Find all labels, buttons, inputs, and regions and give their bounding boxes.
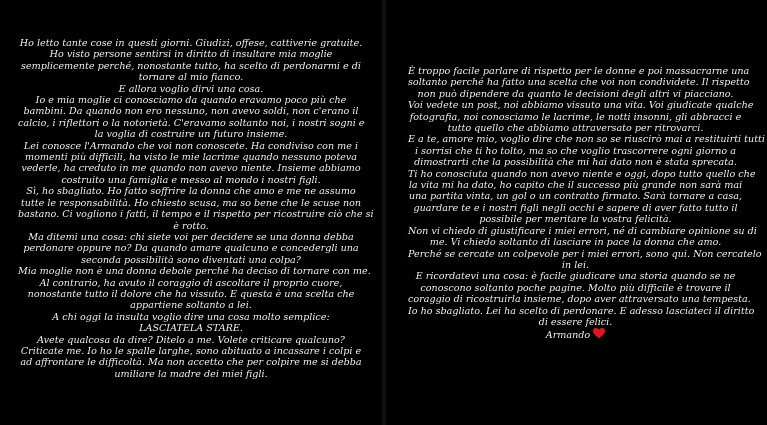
story-line: guardare te e i nostri figli negli occhi e sapere di aver fatto tutto il [413,202,738,214]
story-panel-left [0,0,382,425]
story-line: Criticate me. Io ho le spalle larghe, sono abituato a incassare i colpi e [20,345,362,357]
story-line: Ho visto persone sentirsi in diritto di insultare mia moglie [49,49,333,61]
story-line: È troppo facile parlare di rispetto per le donne e poi massacrarne una [408,66,750,77]
story-line: E allora voglio dirvi una cosa. [118,83,264,95]
story-line: E ricordatevi una cosa: è facile giudicare una storia quando se ne [415,271,736,283]
story-line: è rotto. [173,220,209,232]
story-line: umiliare la madre dei miei figli. [114,368,268,380]
story-line: appartiene soltanto a lei. [130,300,252,312]
story-line: momenti più difficili, ha visto le mie lacrime quando nessuno poteva [24,152,358,164]
story-line: non può dipendere da quanto le decisioni degli altri vi piacciano. [417,88,734,100]
story-line: di essere felici. [538,316,613,328]
story-line: tutto quello che abbiamo attraversato per ritrovarci. [447,123,704,135]
story-line: in lei. [561,259,590,271]
story-line: Ti ho conosciuta quando non avevo niente e oggi, dopo tutto quello che [408,168,756,180]
story-line: tornare al mio fianco. [138,72,244,84]
story-line: i sorrisi che ti ho tolto, ma so che voglio trascorrere ogni giorno a [415,145,736,157]
heart-icon [593,328,605,339]
story-line: Io e mia moglie ci conosciamo da quando eravamo poco più che [35,95,347,107]
story-line: Perché se cercate un colpevole per i miei errori, sono qui. Non cercatelo [408,248,762,260]
story-line: tutte le responsabilità. Ho chiesto scusa, ma so bene che le scuse non [20,197,362,209]
story-line: conoscono soltanto poche pagine. Molto più difficile è trovare il [420,282,731,294]
story-line: Ma ditemi una cosa: chi siete voi per decidere se una donna debba [28,231,354,243]
story-text-right [408,66,765,328]
story-line: soltanto perché ha fatto una scelta che voi non condividete. Il rispetto [408,77,750,89]
story-line: una partita vinta, un gol o un contratto firmato. Sarà tornare a casa, [408,191,743,203]
story-line: seconda possibilità sono diventati una colpa? [81,254,301,266]
story-line: la voglia di costruire un futuro insieme. [94,129,288,141]
story-line: dimostrarti che la possibilità che mi hai dato non è stata sprecata. [414,157,737,169]
story-line: Mia moglie non è una donna debole perché ha deciso di tornare con me. [18,266,371,278]
story-line: semplicemente perché, nonostante tutto, ha scelto di perdonarmi e di [21,60,361,72]
story-line: LASCIATELA STARE. [139,323,243,335]
story-line: Ho letto tante cose in questi giorni. Giudizi, offese, cattiverie gratuite. [19,38,363,49]
story-line: ad affrontare le difficoltà. Ma non accetto che per colpire me si debba [20,357,362,369]
story-line: Lei conosce l'Armando che voi non conoscete. Ha condiviso con me i [23,140,359,152]
story-line: la vita mi ha dato, ho capito che il successo più grande non sarà mai [408,180,743,192]
story-line: calcio, i riflettori o la notorietà. C'eravamo soltanto noi, i nostri sogni e [18,117,365,129]
story-line: coraggio di ricostruirla insieme, dopo aver attraversato una tempesta. [408,294,751,306]
story-line: Voi vedete un post, noi abbiamo vissuto una vita. Voi giudicate qualche [408,100,754,112]
story-line: Non vi chiedo di giustificare i miei errori, né di cambiare opinione su di [408,225,757,237]
story-line: fotografia, noi conosciamo le lacrime, le notti insonni, gli abbracci e [409,111,742,123]
signature: Armando [545,330,591,342]
story-line: bambini. Da quando non ero nessuno, non avevo soldi, non c'erano il [23,106,359,118]
story-line: A chi oggi la insulta voglio dire una cosa molto semplice: [52,311,330,323]
story-line: me. Vi chiedo soltanto di lasciare in pace la donna che amo. [429,237,722,249]
signature-line [408,328,743,341]
story-line: vederle, ha creduto in me quando non avevo niente. Insieme abbiamo [21,163,361,175]
story-line: Io ho sbagliato. Lei ha scelto di perdonare. E adesso lasciateci il diritto [408,305,755,317]
story-line: costruito una famiglia e messo al mondo i nostri figli. [61,174,321,186]
story-panel-right [386,0,767,425]
story-line: perdonare oppure no? Da quando amare qualcuno e concedergli una [23,243,359,255]
story-text-left [18,38,374,380]
story-line: nonostante tutto il dolore che ha vissuto. E questa è una scelta che [27,288,355,300]
story-line: Avete qualcosa da dire? Ditelo a me. Volete criticare qualcuno? [37,334,345,346]
story-line: Sì, ho sbagliato. Ho fatto soffrire la donna che amo e me ne assumo [26,186,356,198]
story-line: bastano. Ci vogliono i fatti, il tempo e il rispetto per ricostruire ciò che si [18,209,374,221]
story-line: possibile per meritare la vostra felicità. [479,214,672,226]
story-line: E a te, amore mio, voglio dire che non so se riuscirò mai a restituirti tutti [408,134,765,146]
story-line: Al contrario, ha avuto il coraggio di ascoltare il proprio cuore, [39,277,343,289]
